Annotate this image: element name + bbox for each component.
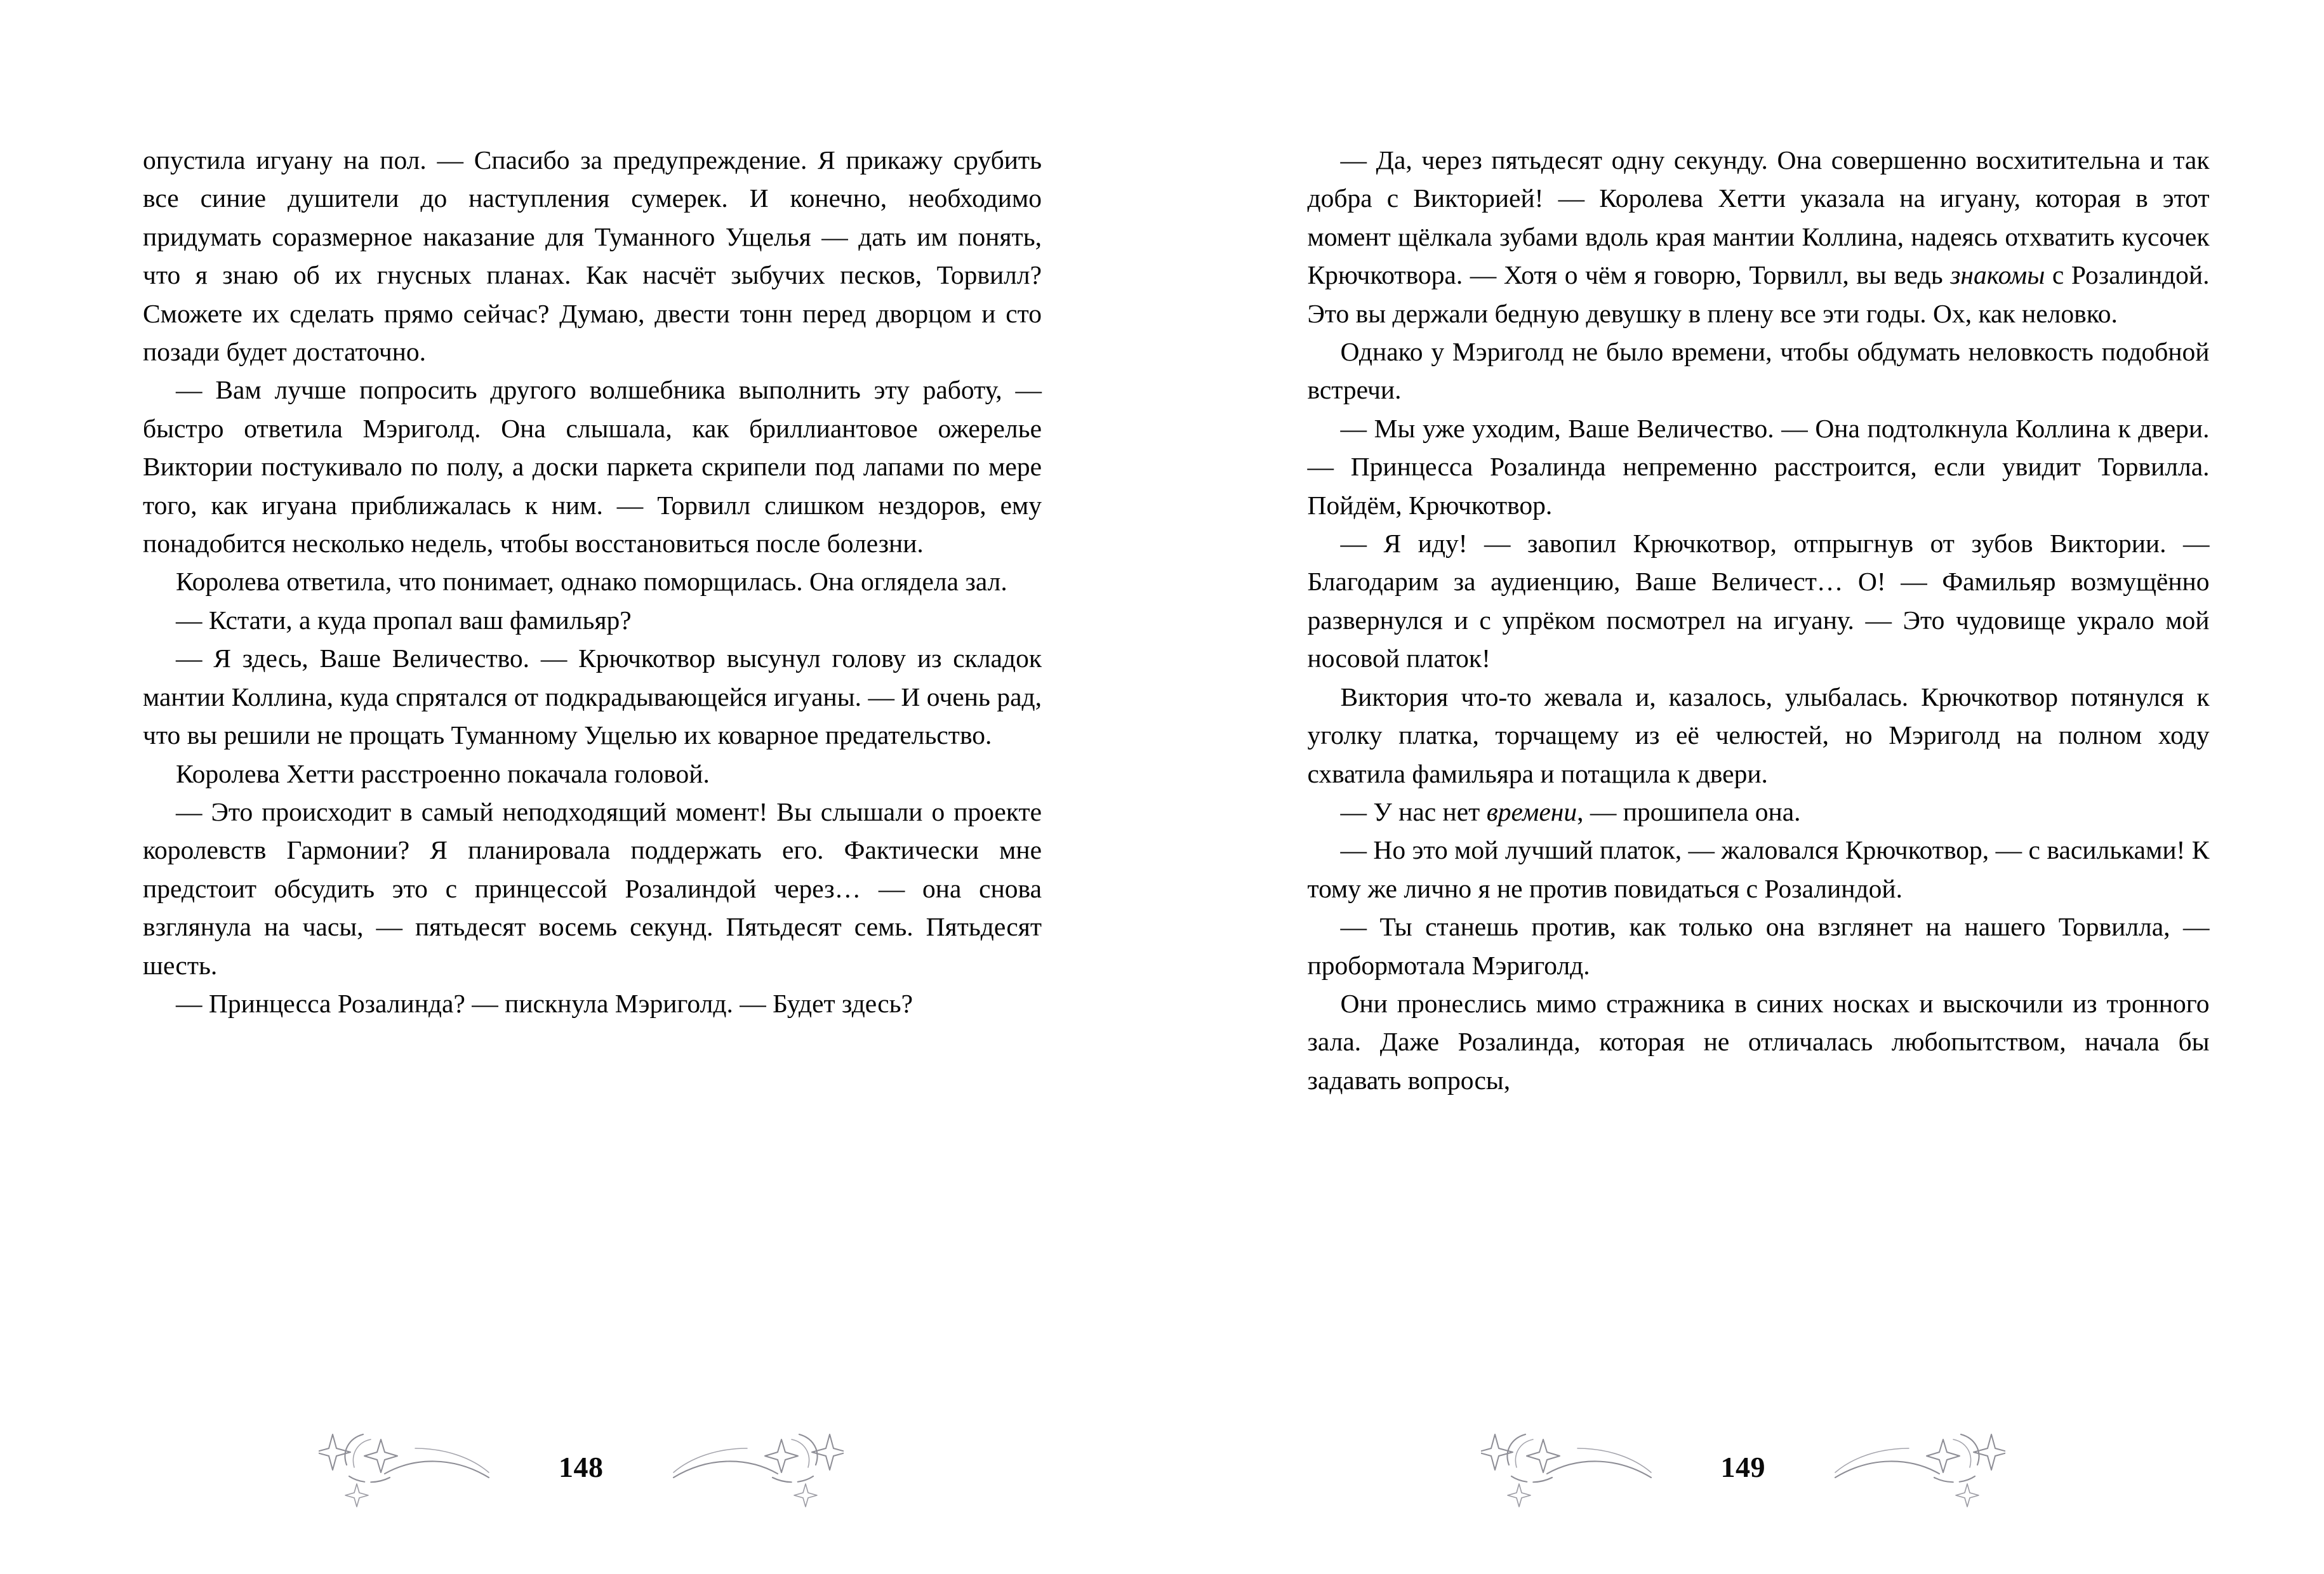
- emphasis-text: знакомы: [1950, 260, 2045, 290]
- paragraph: — У нас нет времени, — прошипела она.: [1340, 797, 1801, 826]
- paragraph: Однако у Мэриголд не было времени, чтобы обдумать неловкость подобной встречи.: [1307, 337, 2210, 405]
- page-number-left: 148: [559, 1450, 604, 1483]
- paragraph: — Кстати, а куда пропал ваш фамильяр?: [176, 605, 632, 635]
- sparkle-flourish-ornament-left: [319, 1423, 547, 1518]
- paragraph: — Принцесса Розалинда? — пискнула Мэриголд. — Будет здесь?: [176, 988, 913, 1018]
- emphasis-text: времени: [1486, 797, 1577, 826]
- paragraph: — Я здесь, Ваше Величество. — Крючкотвор высунул голову из складок мантии Коллина, куда спрятался от подкрадывающейся игуаны. — И очень рад, что вы решили не прощать Туманному Ущелью их коварное предательство.: [143, 644, 1042, 750]
- paragraph: — Вам лучше попросить другого волшебника выполнить эту работу, — быстро ответила Мэриголд. Она слышала, как бриллиантовое ожерелье Виктории постукивало по полу, а доски паркета скрипели под лапами по мере того, как игуана приближалась к ним. — Торвилл слишком нездоров, ему понадобится несколько недель, чтобы восстановиться после болезни.: [143, 375, 1042, 559]
- paragraph: — Это происходит в самый неподходящий момент! Вы слышали о проекте королевств Гармонии? Я планировала поддержать его. Фактически мне предстоит обсудить это с принцессой Розалиндой через… — она снова взглянула на часы, — пятьдесят восемь секунд. Пятьдесят семь. Пятьдесят шесть.: [143, 797, 1042, 980]
- paragraph: опустила игуану на пол. — Спасибо за предупреждение. Я прикажу срубить все синие душители до наступления сумерек. И конечно, необходимо придумать соразмерное наказание для Туманного Ущелья — дать им понять, что я знаю об их гнусных планах. Как насчёт зыбучих песков, Торвилл? Сможете их сделать прямо сейчас? Думаю, двести тонн перед дворцом и сто позади будет достаточно.: [143, 145, 1042, 367]
- paragraph: — Но это мой лучший платок, — жаловался Крючкотвор, — с васильками! К тому же лично я не против повидаться с Розалиндой.: [1307, 835, 2210, 903]
- folio-left: [0, 1423, 1162, 1518]
- paragraph: — Я иду! — завопил Крючкотвор, отпрыгнув от зубов Виктории. — Благодарим за аудиенцию, Ваше Величест… О! — Фамильяр возмущённо развернулся и с упрёком посмотрел на игуану. — Это чудовище украло мой носовой платок!: [1307, 529, 2210, 673]
- paragraph: — Ты станешь против, как только она взглянет на нашего Торвилла, — пробормотала Мэриголд.: [1307, 912, 2210, 980]
- paragraph: — Мы уже уходим, Ваше Величество. — Она подтолкнула Коллина к двери. — Принцесса Розалинда непременно расстроится, если увидит Торвилла. Пойдём, Крючкотвор.: [1307, 413, 2210, 520]
- folio-right: [1162, 1423, 2324, 1518]
- text-column-right: [1308, 141, 2210, 1099]
- sparkle-flourish-ornament-left-mirror: [615, 1423, 844, 1518]
- sparkle-flourish-ornament-right-mirror: [1777, 1423, 2005, 1518]
- paragraph: Королева Хетти расстроенно покачала головой.: [176, 758, 710, 788]
- sparkle-flourish-ornament-right: [1481, 1423, 1710, 1518]
- paragraph: Виктория что-то жевала и, казалось, улыбалась. Крючкотвор потянулся к уголку платка, торчащему из её челюстей, но Мэриголд на полном ходу схватила фамильяра и потащила к двери.: [1307, 682, 2210, 788]
- paragraph: Королева ответила, что понимает, однако поморщилась. Она оглядела зал.: [176, 567, 1007, 597]
- page-right: [1162, 0, 2324, 1574]
- paragraph: Они пронеслись мимо стражника в синих носках и выскочили из тронного зала. Даже Розалинда, которая не отличалась любопытством, начала бы задавать вопросы,: [1307, 988, 2210, 1095]
- text-column-left: [143, 141, 1042, 1022]
- page-number-right: 149: [1720, 1450, 1765, 1483]
- paragraph: — Да, через пятьдесят одну секунду. Она совершенно восхитительна и так добра с Викторией! — Королева Хетти указала на игуану, которая в этот момент щёлкала зубами вдоль края мантии Коллина, надеясь отхватить кусочек Крючкотвора. — Хотя о чём я говорю, Торвилл, вы ведь знакомы с Розалиндой. Это вы держали бедную девушку в плену все эти годы. Ох, как неловко.: [1307, 145, 2210, 328]
